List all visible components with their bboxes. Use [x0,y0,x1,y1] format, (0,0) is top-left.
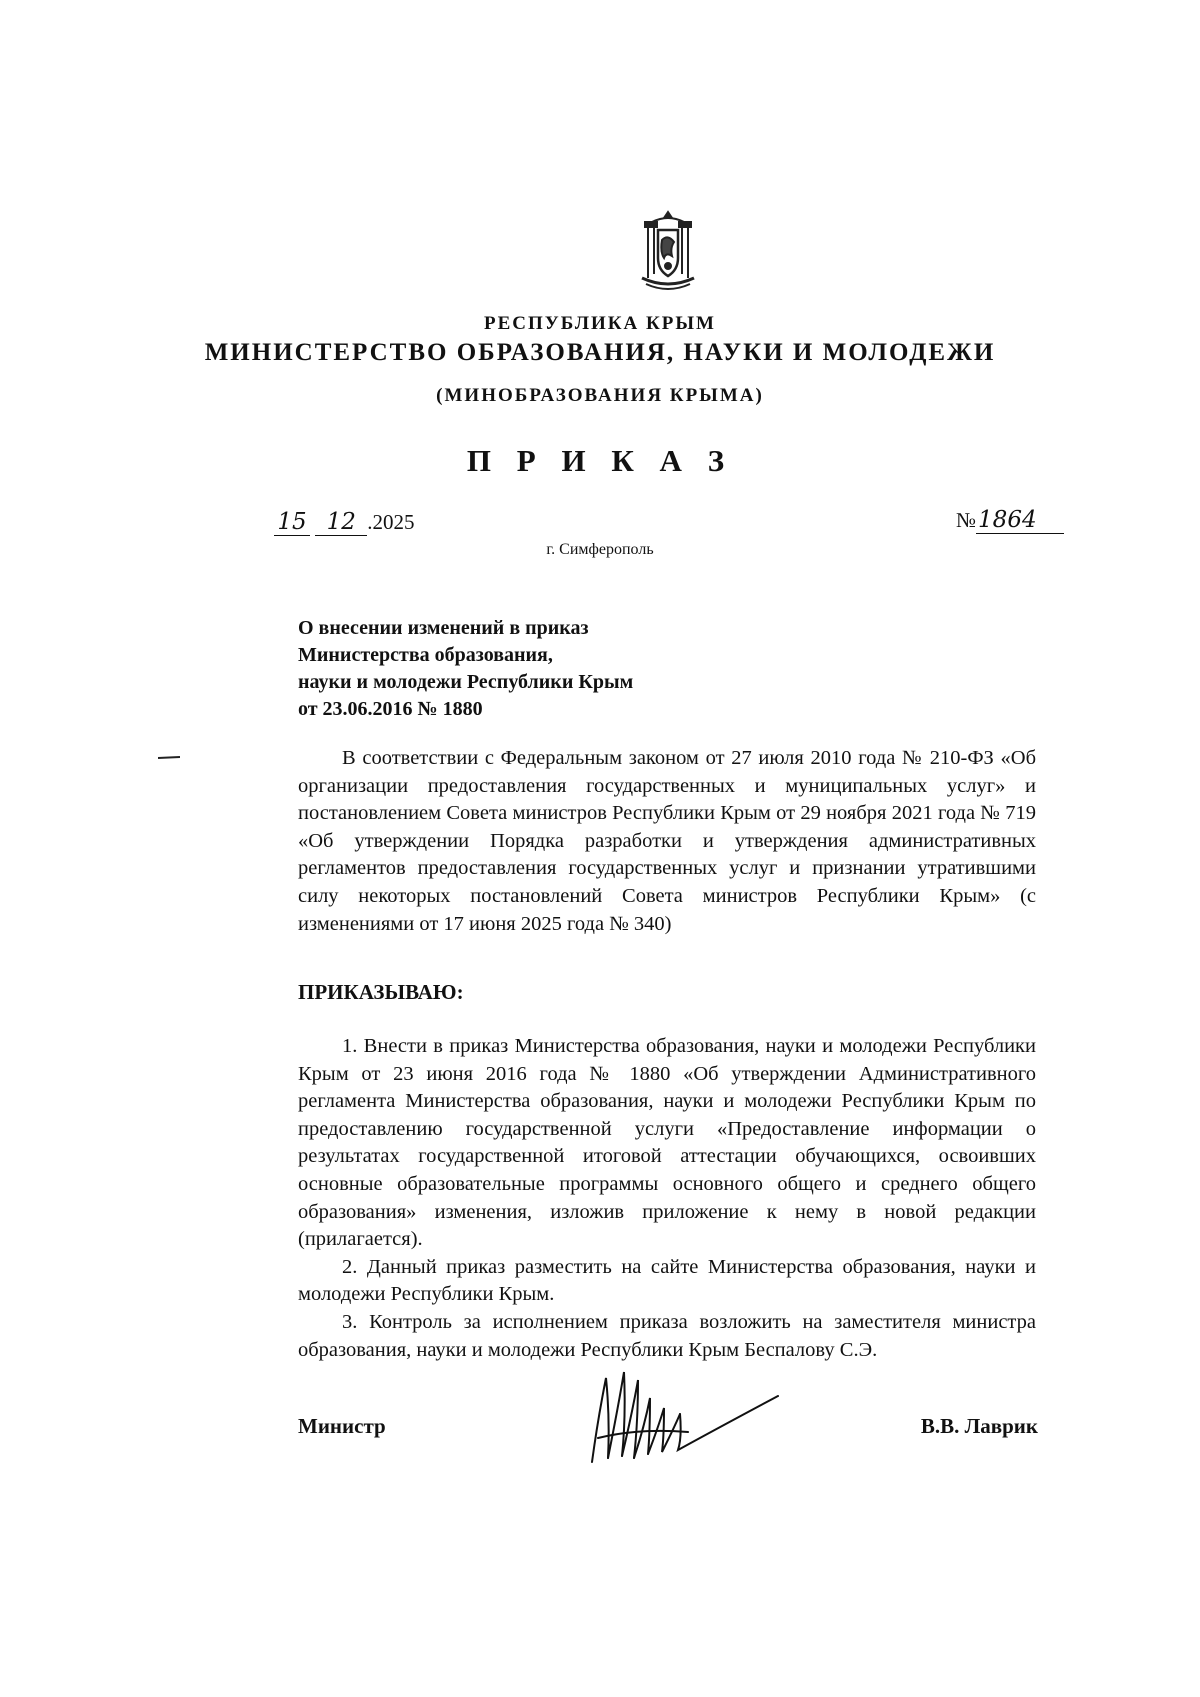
margin-mark [158,756,180,760]
order-item: 1. Внести в приказ Министерства образования, науки и молодежи Республики Крым от 23 июня 2016 года № 1880 «Об утверждении Административного регламента Министерства образования, науки и молодежи Республики Крым по предоставлению государственной услуги «Предоставление информации о результатах государственной итоговой аттестации обучающихся, освоивших основные образовательные программы основного общего и среднего общего образования» изменения, изложив приложение к нему в новой редакции (прилагается). [298,1035,1036,1251]
order-date [274,509,415,536]
coat-of-arms-icon [628,208,708,296]
order-item: 3. Контроль за исполнением приказа возложить на заместителя министра образования, науки и молодежи Республики Крым Беспалову С.Э. [298,1310,1036,1361]
number-sign: № [956,508,977,532]
order-items [298,1033,1036,1364]
city: г. Симферополь [546,541,654,558]
order-number [956,507,1064,534]
date-month: 12 [315,509,367,536]
handwritten-signature [578,1358,788,1468]
date-year: .2025 [367,510,415,534]
order-subject [298,615,718,723]
signatory-title: Министр [298,1414,386,1438]
preamble-text: В соответствии с Федеральным законом от 27 июля 2010 года № 210-ФЗ «Об организации предоставления государственных и муниципальных услуг» и постановлением Совета министров Республики Крым от 29 ноября 2021 года № 719 «Об утверждении Порядка разработки и утверждения административных регламентов предоставления государственных услуг и признании утратившими силу некоторых постановлений Совета министров Республики Крым» (с изменениями от 17 июня 2025 года № 340) [298,747,1036,935]
order-word: ПРИКАЗЫВАЮ: [298,980,464,1004]
signatory-name: В.В. Лаврик [920,1414,1038,1438]
document-type-title: П Р И К А З [466,443,734,478]
preamble [298,745,1036,938]
order-item: 2. Данный приказ разместить на сайте Министерства образования, науки и молодежи Республики Крым. [298,1255,1036,1306]
subject-line: О внесении изменений в приказ [298,617,589,639]
subject-line: от 23.06.2016 № 1880 [298,698,483,720]
subject-line: Министерства образования, [298,644,553,666]
ministry-name: МИНИСТЕРСТВО ОБРАЗОВАНИЯ, НАУКИ И МОЛОДЕЖИ [204,339,996,366]
date-day: 15 [274,509,310,536]
number-value: 1864 [976,507,1064,534]
republic-name: РЕСПУБЛИКА КРЫМ [484,313,716,334]
subject-line: науки и молодежи Республики Крым [298,671,634,693]
ministry-abbreviation: (МИНОБРАЗОВАНИЯ КРЫМА) [436,385,764,406]
